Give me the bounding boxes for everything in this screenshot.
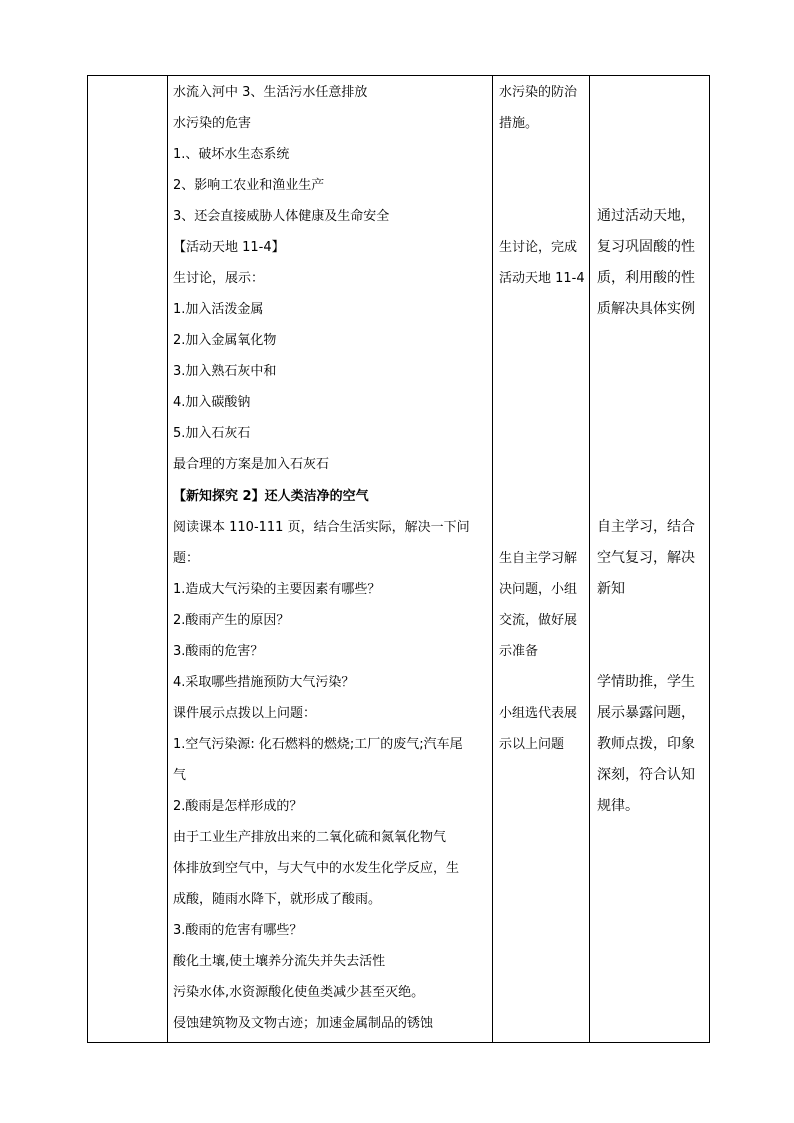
content-line: 体排放到空气中，与大气中的水发生化学反应，生: [173, 861, 460, 876]
content-line: 3、还会直接威胁人体健康及生命安全: [173, 209, 390, 224]
student-activity-column-cell: [493, 76, 590, 1043]
content-line: 污染水体,水资源酸化使鱼类减少甚至灭绝。: [173, 985, 425, 1000]
content-line: 1.、破坏水生态系统: [173, 147, 290, 162]
table-row: [88, 76, 710, 1043]
content-line: 生讨论，展示：: [173, 271, 265, 286]
student-line: 水污染的防治: [499, 85, 578, 100]
student-line: 交流，做好展: [499, 613, 578, 628]
intent-line: 自主学习，结合: [597, 519, 695, 535]
content-line: 题：: [173, 551, 200, 566]
intent-line: 通过活动天地，: [597, 208, 695, 224]
intent-line: 学情助推，学生: [597, 674, 695, 690]
content-line: 侵蚀建筑物及文物古迹；加速金属制品的锈蚀: [173, 1016, 434, 1031]
intent-line: 展示暴露问题，: [597, 705, 695, 721]
content-line: 5.加入石灰石: [173, 426, 251, 441]
student-line: 示以上问题: [499, 737, 565, 752]
content-line: 成酸，随雨水降下，就形成了酸雨。: [173, 892, 382, 907]
content-line: 2、影响工农业和渔业生产: [173, 178, 325, 193]
content-line: 1.空气污染源: 化石燃料的燃烧;工厂的废气;汽车尾: [173, 737, 463, 752]
student-line: 措施。: [499, 116, 539, 131]
content-line: 3.酸雨的危害有哪些？: [173, 923, 303, 938]
content-line: 3.加入熟石灰中和: [173, 364, 277, 379]
intent-line: 质解决具体实例: [597, 301, 695, 317]
intent-line: 空气复习，解决: [597, 550, 695, 566]
content-line: 2.加入金属氧化物: [173, 333, 277, 348]
design-intent-column-cell: [590, 76, 710, 1043]
student-line: 小组选代表展: [499, 706, 578, 721]
student-line: 生自主学习解: [499, 551, 578, 566]
intent-line: 教师点拨，印象: [597, 736, 695, 752]
content-line: 4.采取哪些措施预防大气污染？: [173, 675, 355, 690]
content-line: 3.酸雨的危害？: [173, 644, 264, 659]
student-line: 生讨论，完成: [499, 240, 578, 255]
content-line: 水污染的危害: [173, 116, 252, 131]
intent-line: 新知: [597, 581, 625, 597]
lesson-plan-table: [87, 75, 710, 1043]
student-line: 示准备: [499, 644, 539, 659]
student-line: 决问题，小组: [499, 582, 578, 597]
content-line: 【活动天地 11-4】: [173, 240, 285, 255]
content-line: 最合理的方案是加入石灰石: [173, 457, 330, 472]
content-line: 由于工业生产排放出来的二氧化硫和氮氧化物气: [173, 830, 447, 845]
content-column-cell: [168, 76, 493, 1043]
intent-line: 深刻，符合认知: [597, 767, 695, 783]
content-line: 酸化土壤,使土壤养分流失并失去活性: [173, 954, 386, 969]
intent-line: 规律。: [597, 798, 639, 814]
content-line: 水流入河中 3、生活污水任意排放: [173, 85, 368, 100]
stage-column-cell: [88, 76, 168, 1043]
content-line: 2.酸雨是怎样形成的？: [173, 799, 303, 814]
intent-line: 质，利用酸的性: [597, 270, 695, 286]
content-line: 2.酸雨产生的原因？: [173, 613, 290, 628]
content-line: 气: [173, 768, 187, 783]
intent-line: 复习巩固酸的性: [597, 239, 695, 255]
content-line: 阅读课本 110-111 页，结合生活实际，解决一下问: [173, 520, 470, 535]
content-line: 1.加入活泼金属: [173, 302, 264, 317]
section-heading: 【新知探究 2】还人类洁净的空气: [173, 489, 369, 504]
student-line: 活动天地 11-4: [499, 271, 585, 286]
content-line: 课件展示点拨以上问题：: [173, 706, 317, 721]
content-line: 4.加入碳酸钠: [173, 395, 251, 410]
content-line: 1.造成大气污染的主要因素有哪些？: [173, 582, 381, 597]
